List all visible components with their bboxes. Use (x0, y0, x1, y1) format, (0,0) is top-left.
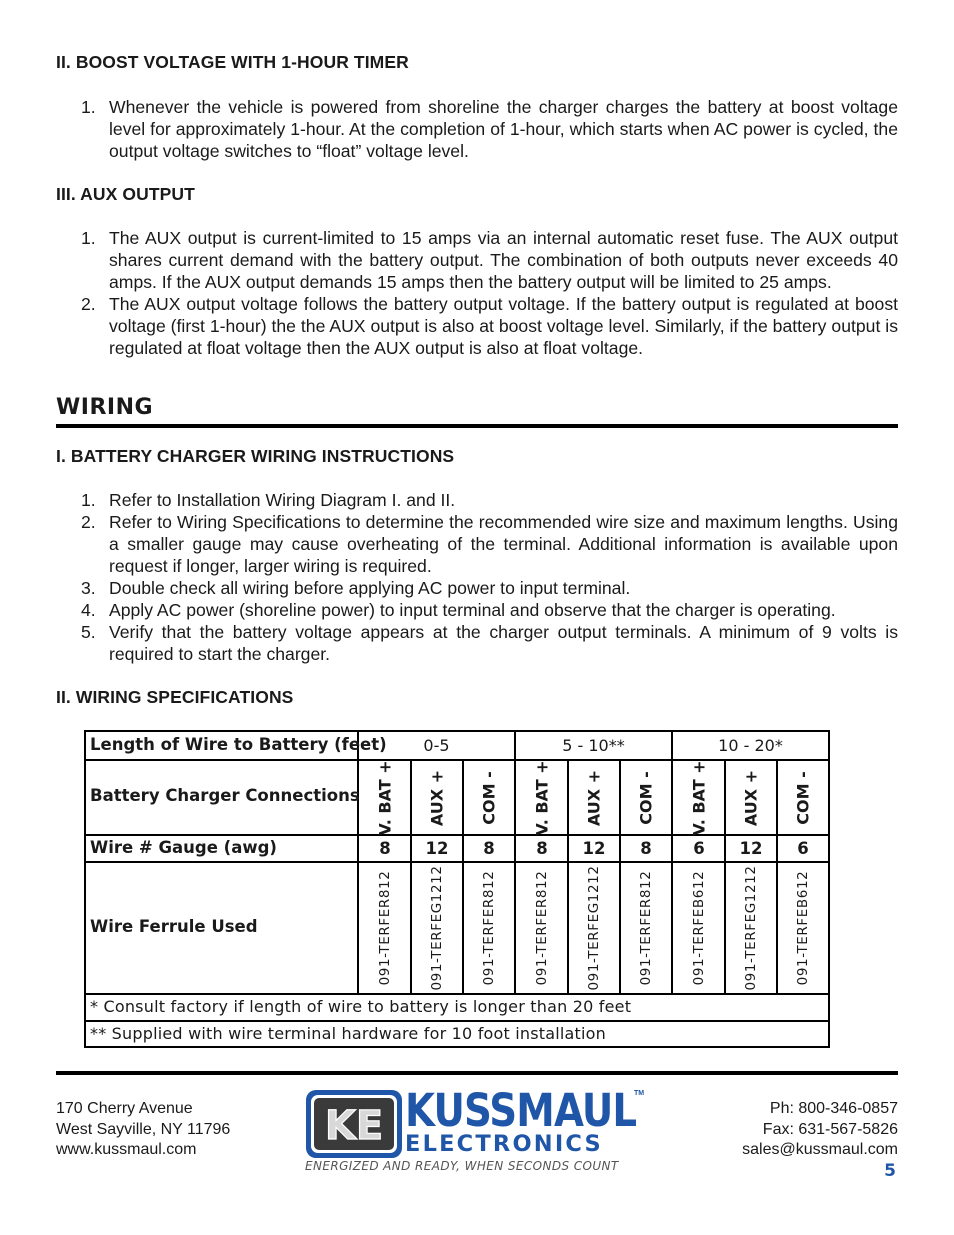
ferrule-cell: 091-TERFEG1212 (586, 865, 602, 991)
footnote-length: * Consult factory if length of wire to battery is longer than 20 feet (90, 997, 632, 1016)
label-connections: Battery Charger Connections (90, 786, 360, 805)
label-length: Length of Wire to Battery (feet) (90, 735, 387, 754)
aux-heading: III. AUX OUTPUT (56, 184, 195, 204)
logo-mark-text: KE (324, 1103, 384, 1149)
list-item: 1. Whenever the vehicle is powered from shoreline the charger charges the battery at boost voltage level for approximately 1-hour. At the completion of 1-hour, which starts when AC power is cycled, the output voltage switches to “float” voltage level. (81, 97, 898, 161)
ferrule-cell: 091-TERFEG1212 (429, 865, 445, 991)
table-rule (86, 1020, 828, 1022)
conn-header: COM - (479, 770, 499, 825)
boost-list (56, 96, 898, 162)
conn-header: COM - (636, 770, 656, 825)
phone-number: Ph: 800-346-0857 (769, 1100, 898, 1117)
kussmaul-logo (303, 1084, 648, 1177)
section-divider (56, 424, 898, 428)
conn-header: AUX + (584, 769, 604, 826)
gauge-cell: 12 (739, 839, 763, 858)
logo-trademark: TM (634, 1090, 645, 1097)
list-item: 3. Double check all wiring before applying AC power to input terminal. (81, 578, 631, 598)
ferrule-cell: 091-TERFEG1212 (743, 865, 759, 991)
list-item: 5. Verify that the battery voltage appears at the charger output terminals. A minimum of 9 volts is required to start the charger. (81, 622, 898, 664)
footer-address (56, 1099, 230, 1161)
logo-subbrand: ELECTRONICS (405, 1131, 603, 1157)
list-item: 2. Refer to Wiring Specifications to determine the recommended wire size and maximum lengths. Using a smaller gauge may cause overheating of the terminal. Additional information is available upon request if longer, larger wiring is required. (81, 512, 898, 576)
conn-header: V. BAT + (689, 759, 709, 836)
logo-tagline: ENERGIZED AND READY, WHEN SECONDS COUNT (305, 1159, 619, 1173)
gauge-cell: 8 (536, 839, 548, 858)
wiring-spec-table (84, 730, 830, 1048)
gauge-cell: 6 (797, 839, 809, 858)
footnote-hardware: ** Supplied with wire terminal hardware for 10 foot installation (90, 1024, 607, 1043)
footer-contact (742, 1099, 898, 1161)
range-0-5: 0-5 (423, 736, 450, 755)
conn-header: COM - (793, 770, 813, 825)
footer-divider (56, 1071, 898, 1075)
gauge-cell: 8 (483, 839, 495, 858)
label-ferrule: Wire Ferrule Used (90, 917, 258, 936)
website-link[interactable]: www.kussmaul.com (56, 1141, 197, 1158)
gauge-cell: 8 (640, 839, 652, 858)
page-number: 5 (884, 1161, 896, 1181)
conn-header: V. BAT + (532, 759, 552, 836)
list-item: 4. Apply AC power (shoreline power) to input terminal and observe that the charger is operating. (81, 600, 836, 620)
gauge-cell: 8 (379, 839, 391, 858)
specs-heading: II. WIRING SPECIFICATIONS (56, 687, 294, 707)
ferrule-cell: 091-TERFER812 (377, 870, 393, 986)
list-item: 1. The AUX output is current-limited to 15 amps via an internal automatic reset fuse. The AUX output shares current demand with the battery output. The combination of both outputs never exceeds 40 amps. If the AUX output demands 15 amps then the battery output will be limited to 25 amps. (81, 228, 898, 292)
ferrule-cell: 091-TERFEB612 (795, 870, 811, 986)
instructions-heading: I. BATTERY CHARGER WIRING INSTRUCTIONS (56, 446, 455, 466)
gauge-cell: 12 (582, 839, 606, 858)
ke-logo-icon (305, 1089, 403, 1159)
conn-header: AUX + (741, 769, 761, 826)
ferrule-cell: 091-TERFER812 (534, 870, 550, 986)
range-10-20: 10 - 20* (718, 736, 783, 755)
aux-list (56, 227, 898, 359)
address-city: West Sayville, NY 11796 (56, 1120, 231, 1138)
fax-number: Fax: 631-567-5826 (762, 1120, 898, 1138)
ferrule-cell: 091-TERFEB612 (691, 870, 707, 986)
label-gauge: Wire # Gauge (awg) (90, 838, 277, 857)
gauge-cell: 12 (425, 839, 449, 858)
conn-header: AUX + (427, 769, 447, 826)
wiring-title: WIRING (56, 395, 154, 420)
instructions-list (56, 489, 898, 665)
list-item: 1. Refer to Installation Wiring Diagram I. and II. (81, 490, 456, 510)
logo-brand: KUSSMAUL (405, 1084, 637, 1137)
ferrule-cell: 091-TERFER812 (638, 870, 654, 986)
range-5-10: 5 - 10** (562, 736, 625, 755)
boost-heading: II. BOOST VOLTAGE WITH 1-HOUR TIMER (56, 52, 409, 72)
list-item: 2. The AUX output voltage follows the battery output voltage. If the battery output is regulated at boost voltage (first 1-hour) the the AUX output is also at boost voltage level. Similarly, if the battery output is regulated at float voltage then the AUX output is also at float voltage. (81, 294, 898, 358)
ferrule-cell: 091-TERFER812 (481, 870, 497, 986)
gauge-cell: 6 (693, 839, 705, 858)
email-link[interactable]: sales@kussmaul.com (742, 1141, 898, 1158)
address-street: 170 Cherry Avenue (56, 1100, 193, 1117)
conn-header: V. BAT + (375, 759, 395, 836)
